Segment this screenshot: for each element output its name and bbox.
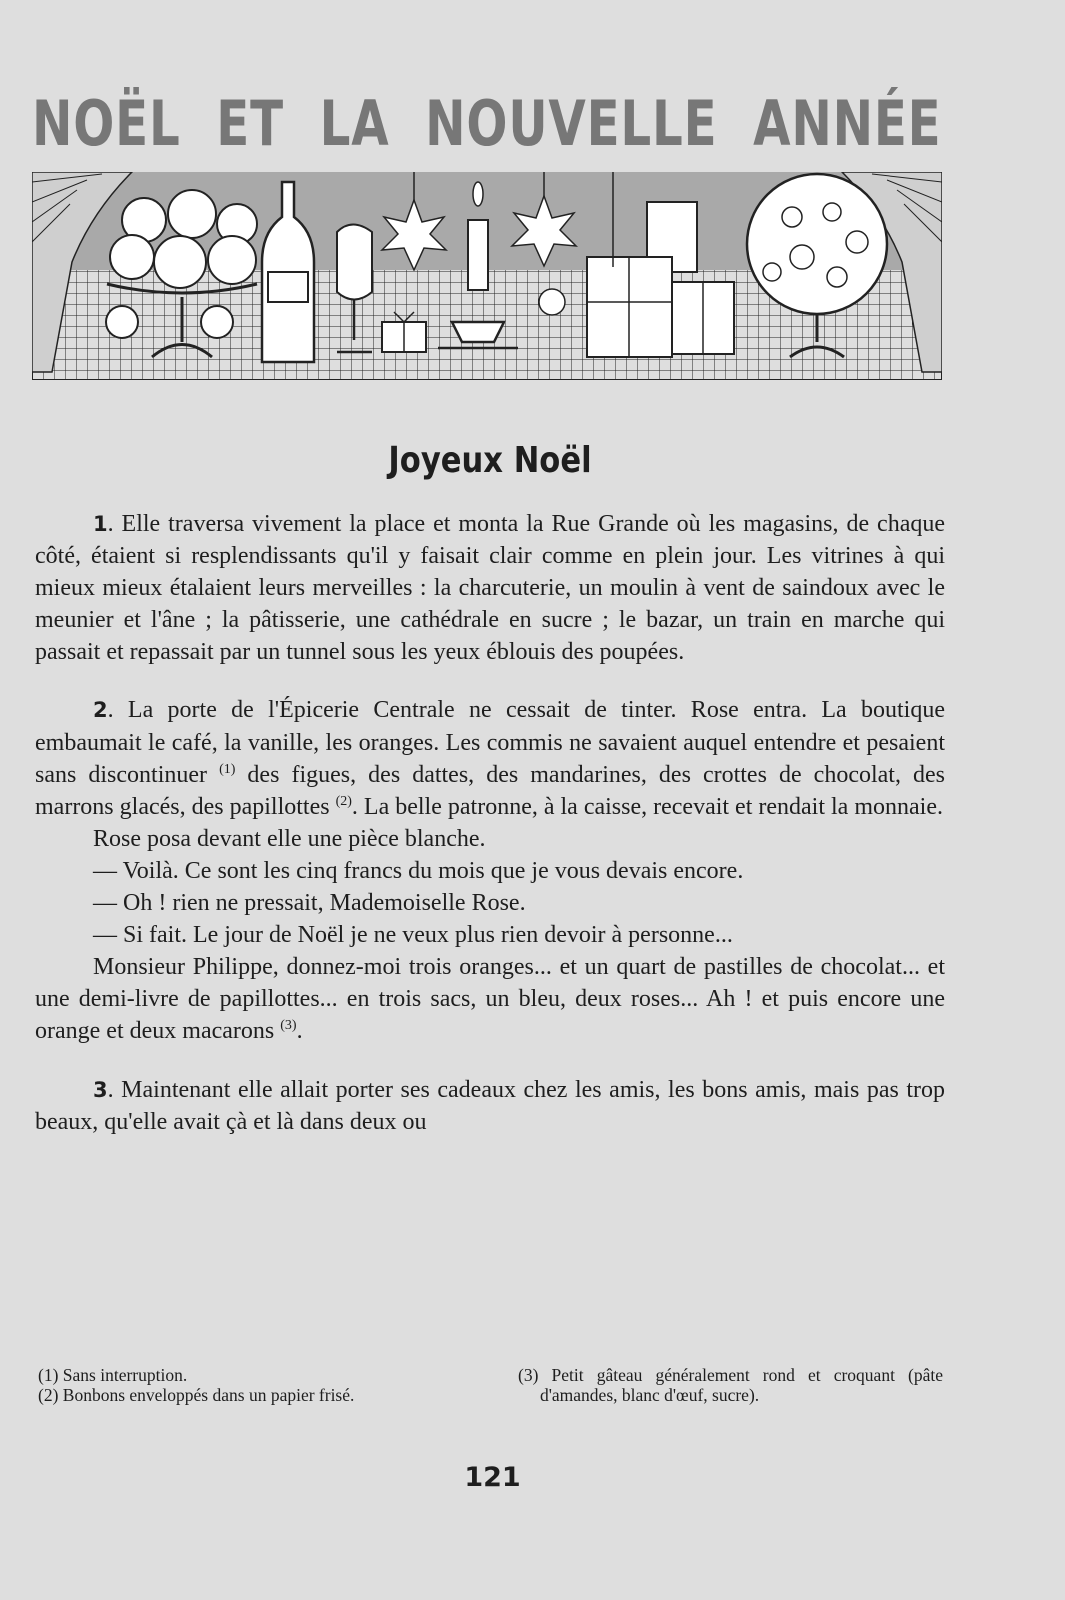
footnote-text: Petit gâteau généralement rond et croquant (pâte d'amandes, blanc d'œuf, sucre). [540,1365,943,1405]
paragraph-text: . La porte de l'Épicerie Centrale ne cessait de tinter. Rose entra. La boutique embaumait le café, la vanille, les oranges. Les commis ne savaient auquel entendre et pesaient sans discontinuer [35,697,945,788]
footnotes-right [518,1365,943,1405]
footnote-mark: (2) [38,1385,59,1405]
footnote [38,1385,468,1405]
paragraph-number: 3 [93,1077,108,1102]
footnotes-left [38,1365,468,1405]
paragraph-number: 1 [93,512,108,536]
paragraph [35,694,945,822]
paragraph: — Voilà. Ce sont les cinq francs du mois que je vous devais encore. [93,857,744,884]
paragraph-text: . La belle patronne, à la caisse, recevait et rendait la monnaie. [351,793,943,820]
paragraph [35,951,945,1047]
chapter-title-word: NOUVELLE [425,87,718,160]
chapter-title-word: ET [216,87,284,160]
page-number: 121 [464,1462,521,1493]
paragraph: — Oh ! rien ne pressait, Mademoiselle Rose. [93,890,526,917]
paragraph: — Si fait. Le jour de Noël je ne veux plus rien devoir à personne... [93,922,733,949]
footnote-mark: (1) [38,1365,59,1385]
chapter-title-word: NOËL [32,87,181,160]
paragraph: Rose posa devant elle une pièce blanche. [93,825,486,852]
footnote [38,1365,468,1385]
footnote-mark: (3) [518,1365,539,1385]
chapter-title-word: ANNÉE [753,87,942,160]
footnotes [38,1365,943,1435]
christmas-table-illustration [32,172,942,380]
footnote-text: Sans interruption. [62,1365,188,1385]
fruit-icon [539,289,565,315]
paragraph-text: . Maintenant elle allait porter ses cadeaux chez les amis, les bons amis, mais pas trop beaux, qu'elle avait çà et là dans deux ou [35,1076,945,1135]
chapter-title-word: LA [319,87,390,160]
paragraph-text: . [296,1018,303,1045]
paragraph-number: 2 [93,698,108,723]
paragraph [35,508,945,668]
paragraph-text: Monsieur Philippe, donnez-moi trois oranges... et un quart de pastilles de chocolat... et une demi-livre de papillottes... en trois sacs, un bleu, deux roses... Ah ! et puis encore une orange et deux macarons [35,954,945,1045]
body-text [35,508,945,1138]
paragraph-text: . Elle traversa vivement la place et monta la Rue Grande où les magasins, de chaque côté, étaient si resplendissants qu'il y faisait clair comme en plein jour. Les vitrines à qui mieux mieux étalaient leurs merveilles : la charcuterie, un moulin à vent de saindoux avec le meunier et l'âne ; la pâtisserie, une cathédrale en sucre ; le bazar, un train en marche qui passait et repassait par un tunnel sous les yeux éblouis des poupées. [35,511,945,666]
footnote-ref: (2) [335,793,352,809]
footnote-ref: (3) [280,1018,297,1034]
footnote-ref: (1) [219,761,236,777]
footnote [518,1365,943,1405]
chapter-title [32,87,942,160]
footnote-text: Bonbons enveloppés dans un papier frisé. [62,1385,355,1405]
paragraph-text: des figues, des dattes, des mandarines, des crottes de chocolat, des marrons glacés, des papillottes [35,761,945,820]
section-title: Joyeux Noël [388,440,592,481]
paragraph [35,1074,945,1138]
